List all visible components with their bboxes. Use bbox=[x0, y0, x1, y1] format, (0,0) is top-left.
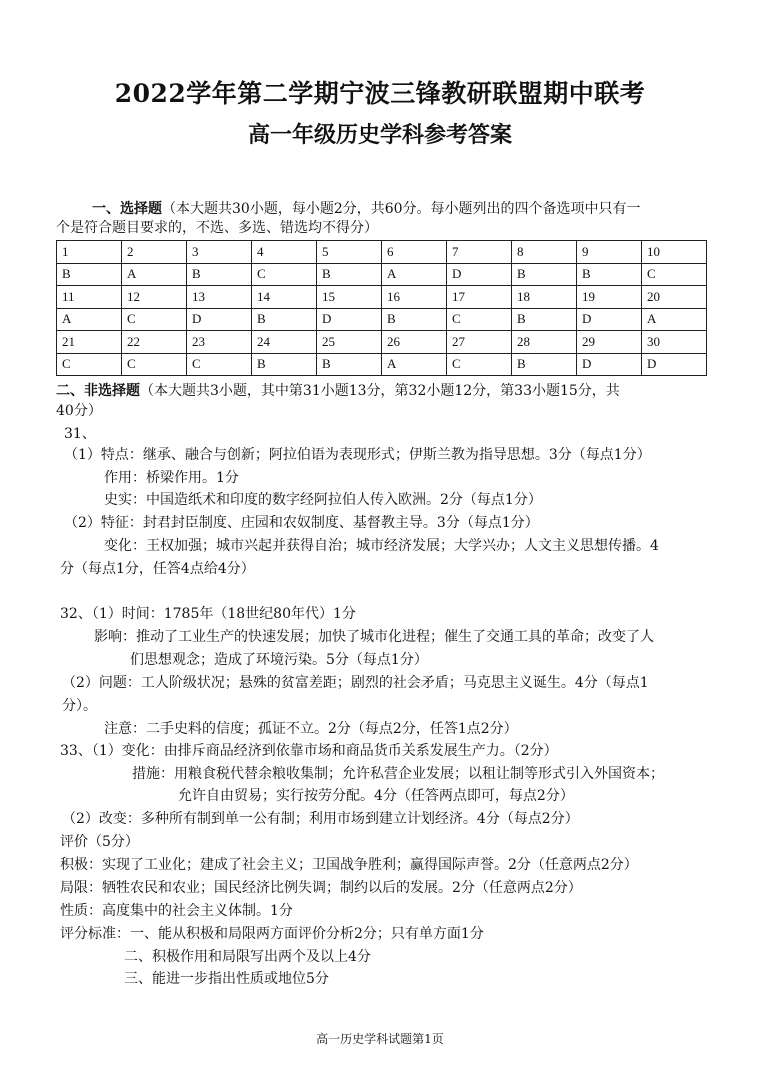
table-cell: 9 bbox=[577, 241, 642, 264]
table-cell: 25 bbox=[317, 331, 382, 354]
table-cell: A bbox=[57, 308, 122, 331]
answer-line: 31、 bbox=[64, 426, 96, 442]
section2-desc: （本大题共3小题，其中第31小题13分，第32小题12分，第33小题15分，共 bbox=[140, 383, 620, 399]
answer-line: （1）特点：继承、融合与创新；阿拉伯语为表现形式；伊斯兰教为指导思想。3分（每点1分） bbox=[64, 447, 651, 463]
answer-line: 措施：用粮食税代替余粮收集制；允许私营企业发展；以租让制等形式引入外国资本； bbox=[132, 766, 664, 782]
table-cell: B bbox=[252, 353, 317, 376]
table-cell: D bbox=[577, 308, 642, 331]
page-title: 2022学年第二学期宁波三锋教研联盟期中联考 bbox=[114, 79, 646, 108]
table-row bbox=[57, 331, 707, 354]
table-cell: 26 bbox=[382, 331, 447, 354]
table-cell: 5 bbox=[317, 241, 382, 264]
table-cell: 12 bbox=[122, 286, 187, 309]
table-cell: 29 bbox=[577, 331, 642, 354]
table-cell: 21 bbox=[57, 331, 122, 354]
answer-line: 评价（5分） bbox=[60, 834, 139, 850]
table-cell: B bbox=[382, 308, 447, 331]
table-cell: B bbox=[512, 308, 577, 331]
table-cell: B bbox=[512, 263, 577, 286]
answer-line: 允许自由贸易；实行按劳分配。4分（任答两点即可，每点2分） bbox=[178, 788, 574, 804]
answer-line: 分（每点1分，任答4点给4分） bbox=[60, 561, 255, 577]
answer-line: 33、（1）变化：由排斥商品经济到依靠市场和商品货币关系发展生产力。（2分） bbox=[60, 743, 558, 759]
table-row bbox=[57, 241, 707, 264]
table-cell: 13 bbox=[187, 286, 252, 309]
table-cell: 23 bbox=[187, 331, 252, 354]
table-cell: D bbox=[577, 353, 642, 376]
section2-heading bbox=[56, 382, 620, 400]
table-cell: 10 bbox=[642, 241, 707, 264]
answer-line: 史实：中国造纸术和印度的数字经阿拉伯人传入欧洲。2分（每点1分） bbox=[104, 492, 542, 508]
table-cell: A bbox=[382, 353, 447, 376]
table-cell: 19 bbox=[577, 286, 642, 309]
table-cell: D bbox=[642, 353, 707, 376]
table-cell: C bbox=[447, 308, 512, 331]
section1-label: 一、选择题 bbox=[92, 201, 162, 217]
answer-line: 分）。 bbox=[62, 698, 97, 714]
answer-line: 性质：高度集中的社会主义体制。1分 bbox=[60, 903, 293, 919]
table-cell: A bbox=[382, 263, 447, 286]
table-cell: B bbox=[317, 263, 382, 286]
table-cell: 22 bbox=[122, 331, 187, 354]
table-cell: 3 bbox=[187, 241, 252, 264]
section2-label: 二、非选择题 bbox=[56, 383, 140, 399]
table-cell: D bbox=[447, 263, 512, 286]
answer-line: 影响：推动了工业生产的快速发展；加快了城市化进程；催生了交通工具的革命；改变了人 bbox=[94, 629, 654, 645]
table-cell: 17 bbox=[447, 286, 512, 309]
answer-line: 们思想观念；造成了环境污染。5分（每点1分） bbox=[130, 652, 428, 668]
table-row bbox=[57, 353, 707, 376]
answer-line: （2）特征：封君封臣制度、庄园和农奴制度、基督教主导。3分（每点1分） bbox=[64, 515, 539, 531]
table-cell: 18 bbox=[512, 286, 577, 309]
table-cell: C bbox=[187, 353, 252, 376]
table-cell: 7 bbox=[447, 241, 512, 264]
answer-line: 32、（1）时间：1785年（18世纪80年代）1分 bbox=[60, 606, 356, 622]
answer-line: （2）问题：工人阶级状况；悬殊的贫富差距；剧烈的社会矛盾；马克思主义诞生。4分（每点1 bbox=[62, 675, 649, 691]
table-cell: C bbox=[447, 353, 512, 376]
table-cell: 8 bbox=[512, 241, 577, 264]
table-row bbox=[57, 308, 707, 331]
table-cell: C bbox=[252, 263, 317, 286]
table-row bbox=[57, 263, 707, 286]
table-cell: 20 bbox=[642, 286, 707, 309]
table-cell: 11 bbox=[57, 286, 122, 309]
answer-line: （2）改变：多种所有制到单一公有制；利用市场到建立计划经济。4分（每点2分） bbox=[62, 811, 579, 827]
table-cell: B bbox=[57, 263, 122, 286]
section2-desc-cont: 40分） bbox=[56, 403, 102, 419]
table-cell: B bbox=[317, 353, 382, 376]
answer-line: 二、积极作用和局限写出两个及以上4分 bbox=[124, 949, 371, 965]
table-cell: D bbox=[317, 308, 382, 331]
table-cell: 6 bbox=[382, 241, 447, 264]
answer-line: 积极：实现了工业化；建成了社会主义；卫国战争胜利；赢得国际声誉。2分（任意两点2分） bbox=[60, 857, 638, 873]
section1-desc: （本大题共30小题，每小题2分，共60分。每小题列出的四个备选项中只有一 bbox=[162, 201, 641, 217]
table-cell: 30 bbox=[642, 331, 707, 354]
table-cell: 4 bbox=[252, 241, 317, 264]
answer-line: 三、能进一步指出性质或地位5分 bbox=[124, 971, 329, 987]
table-cell: B bbox=[187, 263, 252, 286]
table-row bbox=[57, 286, 707, 309]
table-cell: A bbox=[642, 308, 707, 331]
table-cell: 27 bbox=[447, 331, 512, 354]
table-cell: C bbox=[57, 353, 122, 376]
table-cell: D bbox=[187, 308, 252, 331]
answer-line: 注意：二手史料的信度；孤证不立。2分（每点2分，任答1点2分） bbox=[104, 721, 518, 737]
answer-table bbox=[56, 240, 707, 376]
answer-line: 变化：王权加强；城市兴起并获得自治；城市经济发展；大学兴办；人文主义思想传播。4 bbox=[104, 538, 659, 554]
table-cell: B bbox=[512, 353, 577, 376]
page-footer: 高一历史学科试题第1页 bbox=[316, 1032, 444, 1046]
section1-desc-cont: 个是符合题目要求的，不选、多选、错选均不得分） bbox=[56, 220, 378, 236]
page-subtitle: 高一年级历史学科参考答案 bbox=[247, 122, 512, 148]
answer-line: 评分标准：一、能从积极和局限两方面评价分析2分；只有单方面1分 bbox=[60, 926, 484, 942]
table-cell: C bbox=[642, 263, 707, 286]
table-cell: 24 bbox=[252, 331, 317, 354]
table-cell: 14 bbox=[252, 286, 317, 309]
table-cell: 1 bbox=[57, 241, 122, 264]
answer-line: 作用：桥梁作用。1分 bbox=[104, 470, 239, 486]
answer-line: 局限：牺牲农民和农业；国民经济比例失调；制约以后的发展。2分（任意两点2分） bbox=[60, 880, 582, 896]
table-cell: 16 bbox=[382, 286, 447, 309]
section1-heading bbox=[92, 200, 641, 218]
table-cell: B bbox=[252, 308, 317, 331]
table-cell: A bbox=[122, 263, 187, 286]
table-cell: 28 bbox=[512, 331, 577, 354]
table-cell: 2 bbox=[122, 241, 187, 264]
table-cell: C bbox=[122, 353, 187, 376]
table-cell: C bbox=[122, 308, 187, 331]
table-cell: 15 bbox=[317, 286, 382, 309]
table-cell: B bbox=[577, 263, 642, 286]
